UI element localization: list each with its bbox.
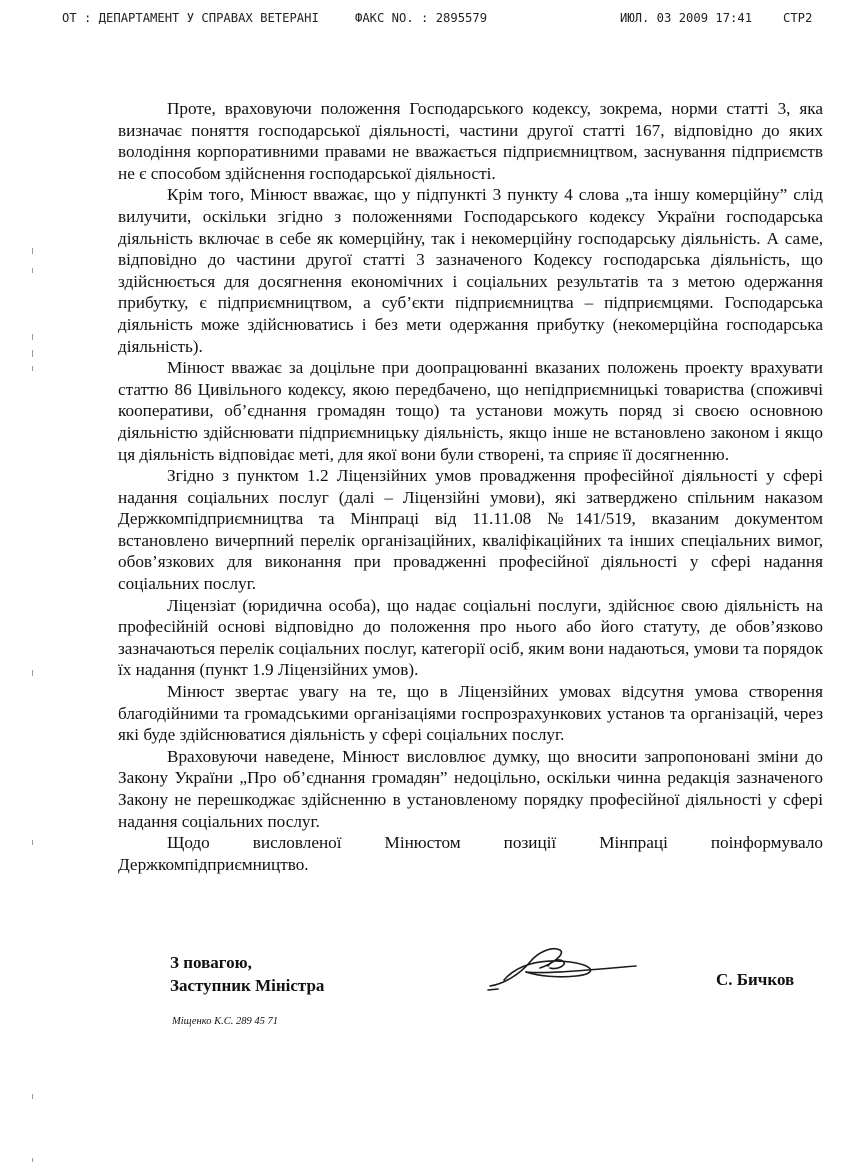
salutation: З повагою, (170, 953, 252, 972)
paragraph: Мінюст звертає увагу на те, що в Ліцензійних умовах відсутня умова створення благодійними та громадськими організаціями госпрозрахункових установ та організацій, через які буде здійснюватися діяльність у сфері соціальних послуг. (118, 682, 823, 745)
paragraph: Враховуючи наведене, Мінюст висловлює думку, що вносити запропоновані зміни до Закону України „Про об’єднання громадян” недоцільно, оскільки чинна редакція зазначеного Закону не перешкоджає здійсненню в установленому порядку професійної діяльності у сфері надання соціальних послуг. (118, 746, 823, 831)
fax-datetime: ИЮЛ. 03 2009 17:41 (620, 11, 753, 25)
fax-page-number: СТР2 (783, 11, 813, 25)
paragraph: Ліцензіат (юридична особа), що надає соціальні послуги, здійснює свою діяльність на професійній основі відповідно до положення про нього або його статуту, де обов’язково зазначаються перелік соціальних послуг, категорії осіб, яким вони надаються, умови та порядок їх надання (пункт 1.9 Ліцензійних умов). (118, 595, 823, 680)
paragraph: Крім того, Мінюст вважає, що у підпункті 3 пункту 4 слова „та іншу комерційну” слід вилучити, оскільки згідно з положеннями Господарського кодексу України господарська діяльність включає в себе як комерційну, так і некомерційну господарську діяльність. А саме, відповідно до частини другої статті 3 зазначеного Кодексу господарська діяльність, що здійснюється для досягнення економічних і соціальних результатів та з метою одержання прибутку, є підприємництвом, а суб’єкти підприємництва – підприємцями. Господарська діяльність може здійснюватись і без мети одержання прибутку (некомерційна господарська діяльність). (118, 185, 823, 356)
signer-position: Заступник Міністра (170, 976, 325, 995)
margin-scan-marks (30, 0, 36, 1164)
paragraph: Проте, враховуючи положення Господарського кодексу, зокрема, норми статті 3, яка визначає поняття господарської діяльності, частини другої статті 167, відповідно до яких володіння корпоративними правами не вважається підприємництвом, заснування підприємств не є способом здійснення господарської діяльності. (118, 99, 823, 183)
paragraph: Щодо висловленої Мінюстом позиції Мінпраці поінформувало Держкомпідприємництво. (118, 833, 823, 874)
paragraph: Згідно з пунктом 1.2 Ліцензійних умов провадження професійної діяльності у сфері надання соціальних послуг (далі – Ліцензійні умови), які затверджено спільним наказом Держкомпідприємництва та Мінпраці від 11.11.08 №141/519, вказаним документом встановлено вичерпний перелік організаційних, кваліфікаційних та інших спеціальних вимог, обов’язкових для виконання при провадженні професійної діяльності у сфері надання соціальних послуг. (118, 466, 823, 594)
handwritten-signature (486, 944, 646, 994)
closing-block (170, 951, 324, 997)
executor-contact: Міщенко К.С. 289 45 71 (172, 1016, 278, 1027)
letter-body (118, 98, 823, 875)
fax-header (0, 11, 847, 31)
fax-number: ФАКС NO. : 2895579 (355, 11, 488, 25)
signer-name: С. Бичков (716, 970, 795, 989)
fax-sender: ОТ : ДЕПАРТАМЕНТ У СПРАВАХ ВЕТЕРАНІ (62, 11, 319, 25)
paragraph: Мінюст вважає за доцільне при доопрацюванні вказаних положень проекту врахувати статтю 86 Цивільного кодексу, якою передбачено, що непідприємницькі товариства (споживчі кооперативи, об’єднання громадян тощо) та установи можуть поряд зі своєю основною діяльністю здійснювати підприємницьку діяльність, якщо інше не встановлено законом і якщо ця діяльність відповідає меті, для якої вони були створені, та сприяє її досягненню. (118, 358, 823, 464)
